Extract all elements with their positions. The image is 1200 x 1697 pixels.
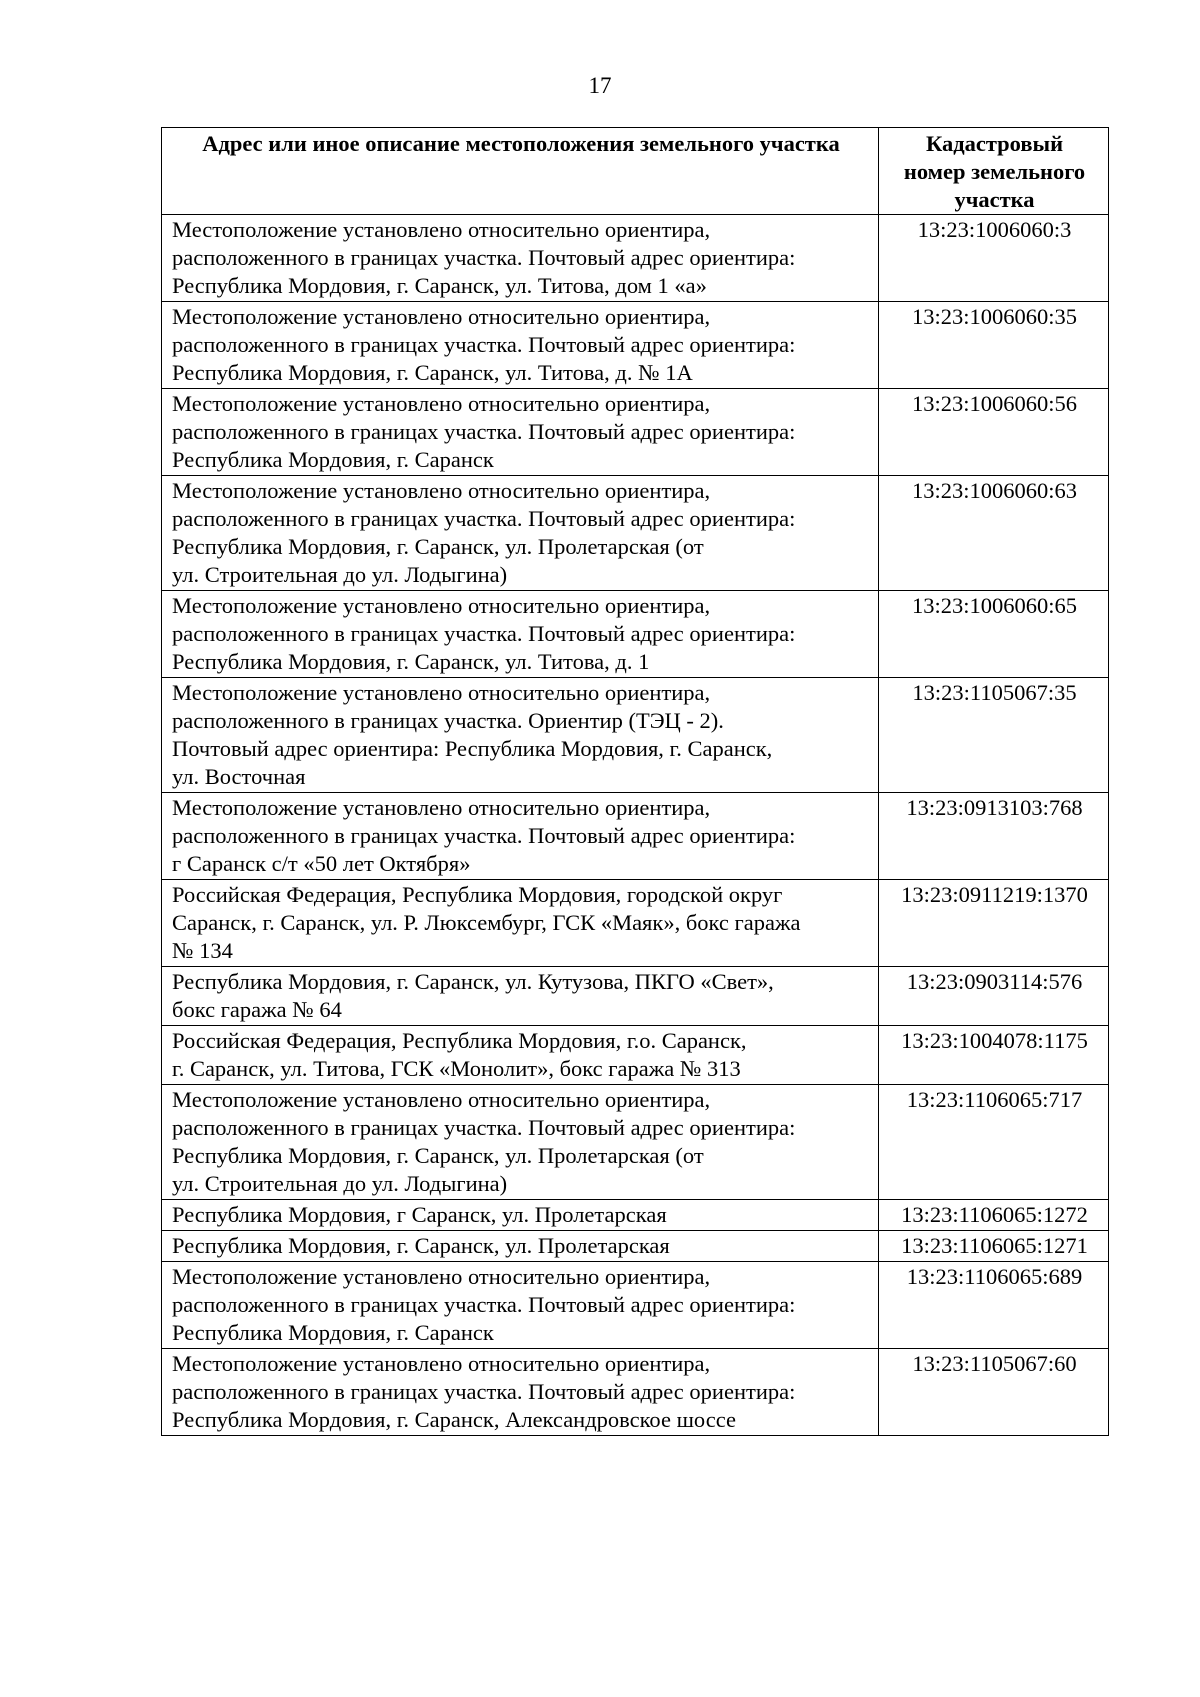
address-line: Республика Мордовия, г. Саранск, ул. Титова, д. № 1А [172,360,693,385]
table-row [162,793,1109,880]
address-line: расположенного в границах участка. Почтовый адрес ориентира: [172,1115,796,1140]
page-number: 17 [588,73,612,98]
address-line: Местоположение установлено относительно ориентира, [172,1351,711,1376]
address-line: расположенного в границах участка. Почтовый адрес ориентира: [172,1379,796,1404]
address-line: Местоположение установлено относительно ориентира, [172,795,711,820]
address-line: Республика Мордовия, г. Саранск, Александровское шоссе [172,1407,736,1432]
address-line: расположенного в границах участка. Почтовый адрес ориентира: [172,332,796,357]
address-line: Российская Федерация, Республика Мордовия, г.о. Саранск, [172,1028,747,1053]
address-cell [162,967,879,1026]
address-line: Почтовый адрес ориентира: Республика Мордовия, г. Саранск, [172,736,773,761]
address-cell [162,389,879,476]
cadastral-number-cell: 13:23:1006060:63 [879,476,1109,591]
table-row [162,1026,1109,1085]
address-line: расположенного в границах участка. Ориентир (ТЭЦ - 2). [172,708,724,733]
address-cell [162,1026,879,1085]
cadastral-number-cell: 13:23:1106065:1272 [879,1200,1109,1231]
cadastral-number-cell: 13:23:0913103:768 [879,793,1109,880]
address-cell [162,1262,879,1349]
address-line: расположенного в границах участка. Почтовый адрес ориентира: [172,419,796,444]
cadastral-header-line: участка [954,187,1035,212]
address-column-header: Адрес или иное описание местоположения земельного участка [162,128,879,215]
address-cell [162,1231,879,1262]
table-row [162,1349,1109,1436]
cadastral-number-cell: 13:23:1006060:65 [879,591,1109,678]
address-line: расположенного в границах участка. Почтовый адрес ориентира: [172,506,796,531]
cadastral-header-line: номер земельного [903,159,1086,184]
address-line: Республика Мордовия, г. Саранск, ул. Пролетарская (от [172,534,704,559]
cadastral-number-cell: 13:23:1105067:35 [879,678,1109,793]
address-cell [162,678,879,793]
address-line: ул. Восточная [172,764,306,789]
address-cell [162,1200,879,1231]
table-body [162,215,1109,1436]
address-line: Республика Мордовия, г. Саранск, ул. Пролетарская (от [172,1143,704,1168]
cadastral-column-header [879,128,1109,215]
table-row [162,1085,1109,1200]
address-line: Местоположение установлено относительно ориентира, [172,391,711,416]
address-line: расположенного в границах участка. Почтовый адрес ориентира: [172,823,796,848]
address-line: Саранск, г. Саранск, ул. Р. Люксембург, ГСК «Маяк», бокс гаража [172,910,801,935]
address-line: Местоположение установлено относительно ориентира, [172,1087,711,1112]
cadastral-number-cell: 13:23:1006060:56 [879,389,1109,476]
cadastral-number-cell: 13:23:1106065:1271 [879,1231,1109,1262]
table-row [162,215,1109,302]
cadastral-number-cell: 13:23:1006060:35 [879,302,1109,389]
table-row [162,591,1109,678]
address-line: расположенного в границах участка. Почтовый адрес ориентира: [172,245,796,270]
address-cell [162,1085,879,1200]
table-row [162,476,1109,591]
table-row [162,302,1109,389]
table-row [162,1200,1109,1231]
cadastral-number-cell: 13:23:1105067:60 [879,1349,1109,1436]
cadastral-number-cell: 13:23:1106065:689 [879,1262,1109,1349]
cadastral-number-cell: 13:23:0911219:1370 [879,880,1109,967]
table-row [162,389,1109,476]
address-line: Республика Мордовия, г. Саранск, ул. Пролетарская [172,1233,670,1258]
cadastral-number-cell: 13:23:1106065:717 [879,1085,1109,1200]
address-line: бокс гаража № 64 [172,997,342,1022]
table-row [162,1231,1109,1262]
address-cell [162,215,879,302]
address-line: № 134 [172,938,233,963]
address-line: расположенного в границах участка. Почтовый адрес ориентира: [172,621,796,646]
address-line: Республика Мордовия, г. Саранск, ул. Титова, дом 1 «а» [172,273,707,298]
address-line: ул. Строительная до ул. Лодыгина) [172,1171,508,1196]
address-line: Республика Мордовия, г. Саранск [172,1320,494,1345]
address-cell [162,476,879,591]
address-line: г. Саранск, ул. Титова, ГСК «Монолит», бокс гаража № 313 [172,1056,741,1081]
table-row [162,880,1109,967]
address-cell [162,1349,879,1436]
cadastral-number-cell: 13:23:0903114:576 [879,967,1109,1026]
address-line: расположенного в границах участка. Почтовый адрес ориентира: [172,1292,796,1317]
address-line: Республика Мордовия, г. Саранск, ул. Титова, д. 1 [172,649,650,674]
address-line: Местоположение установлено относительно ориентира, [172,680,711,705]
address-line: г Саранск с/т «50 лет Октября» [172,851,471,876]
address-cell [162,591,879,678]
address-line: Местоположение установлено относительно ориентира, [172,217,711,242]
cadastral-number-cell: 13:23:1004078:1175 [879,1026,1109,1085]
table-row [162,1262,1109,1349]
land-parcels-table [161,127,1109,1436]
address-line: Местоположение установлено относительно ориентира, [172,304,711,329]
address-line: Местоположение установлено относительно ориентира, [172,478,711,503]
address-line: Местоположение установлено относительно ориентира, [172,593,711,618]
address-cell [162,880,879,967]
table-row [162,678,1109,793]
cadastral-number-cell: 13:23:1006060:3 [879,215,1109,302]
address-cell [162,302,879,389]
cadastral-header-line: Кадастровый [925,131,1064,156]
table-header-row [162,128,1109,215]
address-line: Республика Мордовия, г Саранск, ул. Пролетарская [172,1202,667,1227]
address-line: Республика Мордовия, г. Саранск [172,447,494,472]
address-line: ул. Строительная до ул. Лодыгина) [172,562,508,587]
address-line: Местоположение установлено относительно ориентира, [172,1264,711,1289]
address-line: Российская Федерация, Республика Мордовия, городской округ [172,882,783,907]
table-row [162,967,1109,1026]
address-cell [162,793,879,880]
address-line: Республика Мордовия, г. Саранск, ул. Кутузова, ПКГО «Свет», [172,969,774,994]
